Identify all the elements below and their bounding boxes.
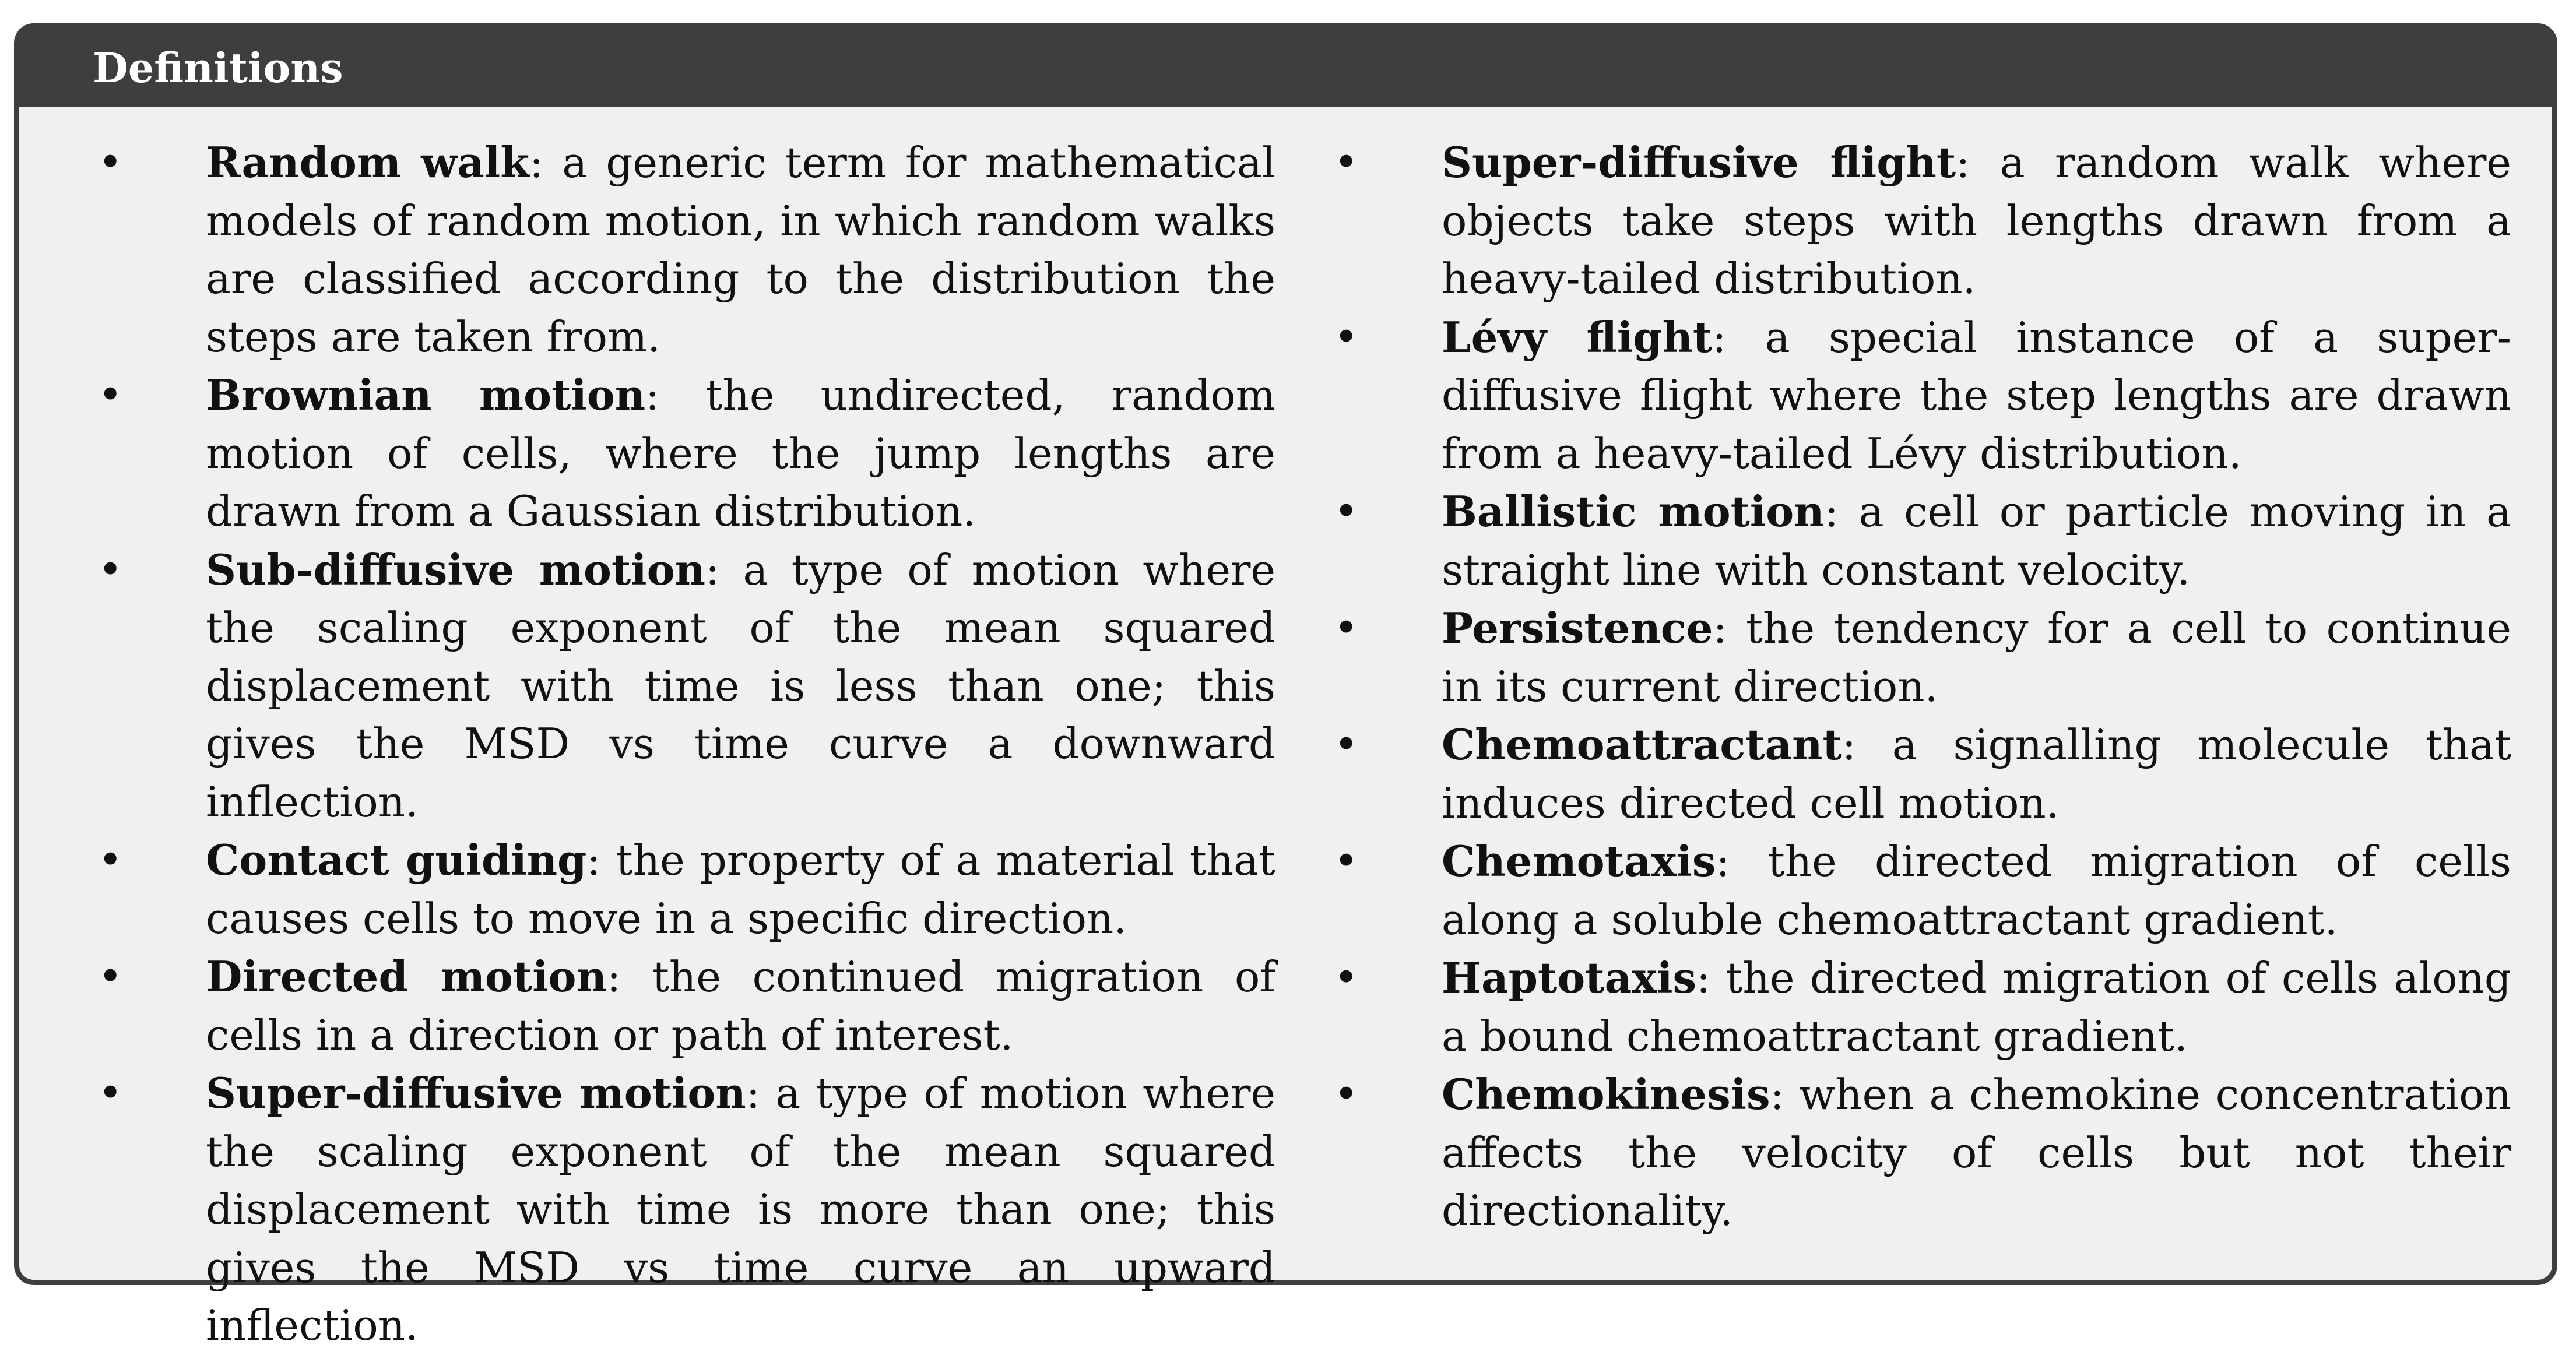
definition-item [1334, 599, 2511, 716]
definition-text: : the undirected, random motion of cells, where the jump lengths are drawn from a Gaussian distribution. [206, 371, 1275, 536]
definition-text: : a random walk where objects take steps with lengths drawn from a heavy-tailed distribution. [1442, 138, 2511, 303]
definition-text: : a special instance of a super-diffusive flight where the step lengths are drawn from a heavy-tailed Lévy distribution. [1442, 312, 2511, 478]
definition-item [98, 366, 1275, 541]
definition-term: Sub-diffusive motion [206, 544, 705, 594]
definition-term: Chemotaxis [1442, 836, 1716, 886]
bullet-icon: • [1334, 836, 1359, 885]
definition-text: : the directed migration of cells along a soluble chemoattractant gradient. [1442, 837, 2511, 944]
definition-text: : a signalling molecule that induces directed cell motion. [1442, 720, 2511, 828]
bullet-icon: • [1334, 1069, 1359, 1118]
definition-text: : the directed migration of cells along a bound chemoattractant gradient. [1442, 953, 2511, 1061]
definition-text: : the continued migration of cells in a direction or path of interest. [206, 952, 1275, 1060]
definition-text: : a cell or particle moving in a straight line with constant velocity. [1442, 487, 2511, 594]
definition-item [1334, 716, 2511, 832]
definition-term: Super-diffusive motion [206, 1068, 746, 1118]
definition-term: Lévy flight [1442, 312, 1713, 362]
bullet-icon: • [1334, 953, 1359, 1002]
definition-item [98, 1064, 1275, 1355]
left-definition-list [98, 133, 1275, 1355]
left-column [98, 133, 1275, 1355]
definition-term: Contact guiding [206, 835, 587, 885]
definition-term: Chemokinesis [1442, 1069, 1770, 1119]
bullet-icon: • [1334, 487, 1359, 536]
bullet-icon: • [98, 138, 123, 186]
definition-item [98, 541, 1275, 832]
definition-term: Ballistic motion [1442, 487, 1825, 536]
right-column [1334, 133, 2511, 1240]
definition-text: : a type of motion where the scaling exponent of the mean squared displacement with time is more than one; this gives the MSD vs time curve an upward inflection. [206, 1069, 1276, 1350]
definition-term: Haptotaxis [1442, 953, 1697, 1002]
bullet-icon: • [98, 835, 123, 884]
bullet-icon: • [98, 952, 123, 1001]
right-definition-list [1334, 133, 2511, 1240]
definition-text: : the tendency for a cell to continue in its current direction. [1442, 604, 2511, 711]
box-title: Definitions [19, 29, 2552, 107]
definition-item [1334, 1065, 2511, 1240]
definition-term: Chemoattractant [1442, 720, 1842, 769]
definition-item [1334, 483, 2511, 599]
bullet-icon: • [1334, 138, 1359, 186]
definition-term: Super-diffusive flight [1442, 138, 1956, 187]
definition-item [1334, 308, 2511, 483]
definition-item [1334, 133, 2511, 308]
definition-term: Random walk [206, 138, 530, 187]
definition-term: Persistence [1442, 603, 1713, 653]
definition-item [98, 948, 1275, 1064]
definition-text: : a generic term for mathematical models of random motion, in which random walks are classified according to the distribution the steps are taken from. [206, 138, 1275, 361]
bullet-icon: • [98, 1068, 123, 1117]
definition-text: : when a chemokine concentration affects the velocity of cells but not their directionality. [1442, 1070, 2511, 1235]
definition-item [1334, 832, 2511, 949]
bullet-icon: • [1334, 312, 1359, 361]
definition-term: Brownian motion [206, 370, 646, 420]
definition-item [1334, 949, 2511, 1065]
definition-item [98, 133, 1275, 366]
definitions-box [14, 23, 2557, 1350]
definition-text: : a type of motion where the scaling exponent of the mean squared displacement with time is less than one; this gives the MSD vs time curve a downward inflection. [206, 545, 1275, 826]
definition-item [98, 831, 1275, 948]
bullet-icon: • [98, 544, 123, 594]
bullet-icon: • [1334, 720, 1359, 769]
definition-text: : the property of a material that causes cells to move in a specific direction. [206, 836, 1275, 943]
bullet-icon: • [98, 370, 123, 419]
bullet-icon: • [1334, 603, 1359, 652]
definition-term: Directed motion [206, 952, 607, 1001]
